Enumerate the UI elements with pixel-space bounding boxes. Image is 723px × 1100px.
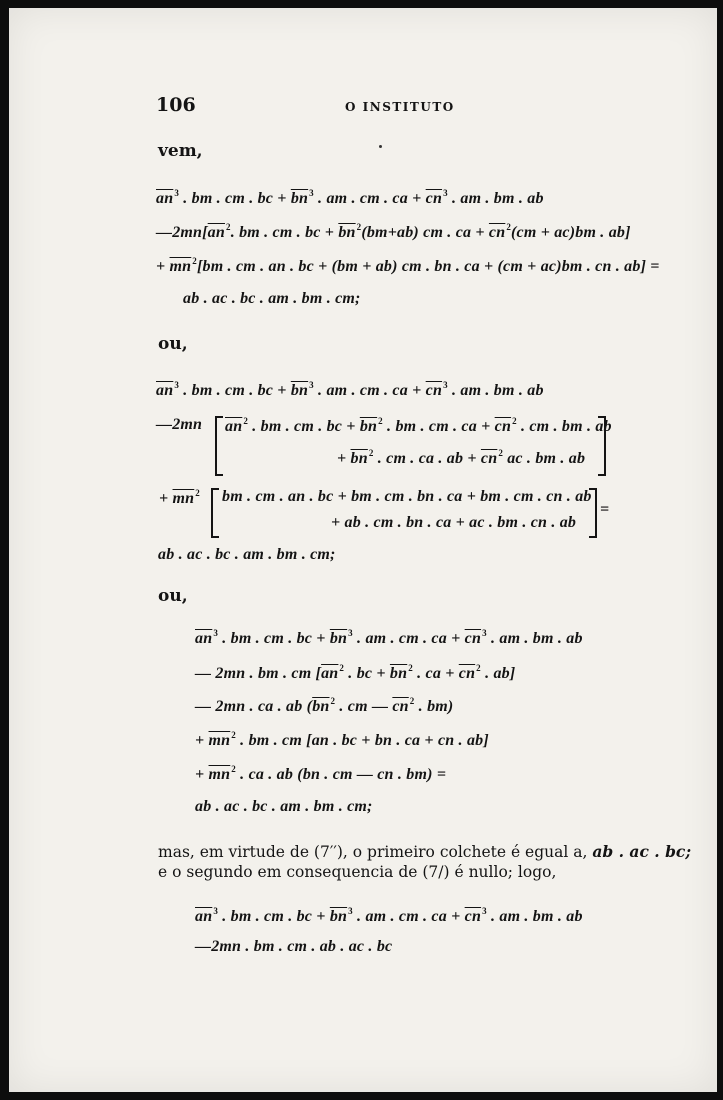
equation-line: + ab . cm . bn . ca + ac . bm . cn . ab [331, 514, 577, 531]
right-bracket [589, 488, 597, 538]
equation-line: $—2mn[\overline{an}^2$. bm . cm . bc + $\overline{bn}^2(bm+ab)$ cm . ca + $\overline{cn}^2(cm + ac)bm$ . ab] [156, 222, 631, 241]
page-number: 106 [156, 94, 196, 116]
left-bracket [211, 488, 219, 538]
right-bracket [598, 416, 606, 476]
equation-line: —2mn . bm . cm . ab . ac . bc [195, 938, 393, 955]
word-vem: vem, [158, 141, 203, 161]
book-page [9, 8, 717, 1092]
equals-sign: = [600, 501, 610, 518]
left-bracket [215, 416, 223, 476]
word-ou: ou, [158, 586, 188, 606]
equation-line: $\overline{an}^2$ . bm . cm . bc + $\overline{bn}^2$ . bm . cm . ca + $\overline{cn}^2$ . cm . bm . ab [225, 416, 612, 435]
equation-line: $\overline{an}^3$ . bm . cm . bc + $\overline{bn}^3$ . am . cm . ca + $\overline{cn}^3$ . am . bm . ab [156, 188, 544, 207]
equation-line: + $\overline{mn}^2$ [159, 488, 200, 507]
equation-line: — 2mn . bm . cm [$\overline{an}^2$ . bc + $\overline{bn}^2$ . ca + $\overline{cn}^2$ . ab] [195, 663, 516, 682]
ink-speck [379, 145, 382, 148]
equation-line: + $\overline{bn}^2$ . cm . ca . ab + $\overline{cn}^2$ ac . bm . ab [337, 448, 586, 467]
equation-line: ab . ac . bc . am . bm . cm; [158, 546, 336, 563]
equation-line: + $\overline{mn}^2$ . ca . ab (bn . cm — cn . bm) = [195, 764, 447, 783]
running-header: O INSTITUTO [345, 100, 455, 114]
equation-line: + $\overline{mn}^2[bm$ . cm . an . bc + (bm + ab) cm . bn . ca + (cm + ac)bm . cn . ab] = [156, 256, 660, 275]
equation-line: ab . ac . bc . am . bm . cm; [195, 798, 373, 815]
equation-line: $\overline{an}^3$ . bm . cm . bc + $\overline{bn}^3$ . am . cm . ca + $\overline{cn}^3$ . am . bm . ab [195, 628, 583, 647]
prose-line: e o segundo em consequencia de (7/) é nullo; logo, [158, 863, 557, 881]
equation-line: $\overline{an}^3$ . bm . cm . bc + $\overline{bn}^3$ . am . cm . ca + $\overline{cn}^3$ . am . bm . ab [195, 906, 583, 925]
equation-line: $\overline{an}^3$ . bm . cm . bc + $\overline{bn}^3$ . am . cm . ca + $\overline{cn}^3$ . am . bm . ab [156, 380, 544, 399]
equation-line: — 2mn . ca . ab ($\overline{bn}^2$ . cm — $\overline{cn}^2$ . bm) [195, 696, 454, 715]
prose-line: mas, em virtude de (7′′), o primeiro colchete é egual a, ab . ac . bc; [158, 842, 692, 861]
word-ou: ou, [158, 334, 188, 354]
equation-line: ab . ac . bc . am . bm . cm; [183, 290, 361, 307]
equation-line: bm . cm . an . bc + bm . cm . bn . ca + bm . cm . cn . ab [222, 488, 592, 505]
equation-line: + $\overline{mn}^2$ . bm . cm [an . bc + bn . ca + cn . ab] [195, 730, 489, 749]
equation-line: —2mn [156, 416, 203, 433]
